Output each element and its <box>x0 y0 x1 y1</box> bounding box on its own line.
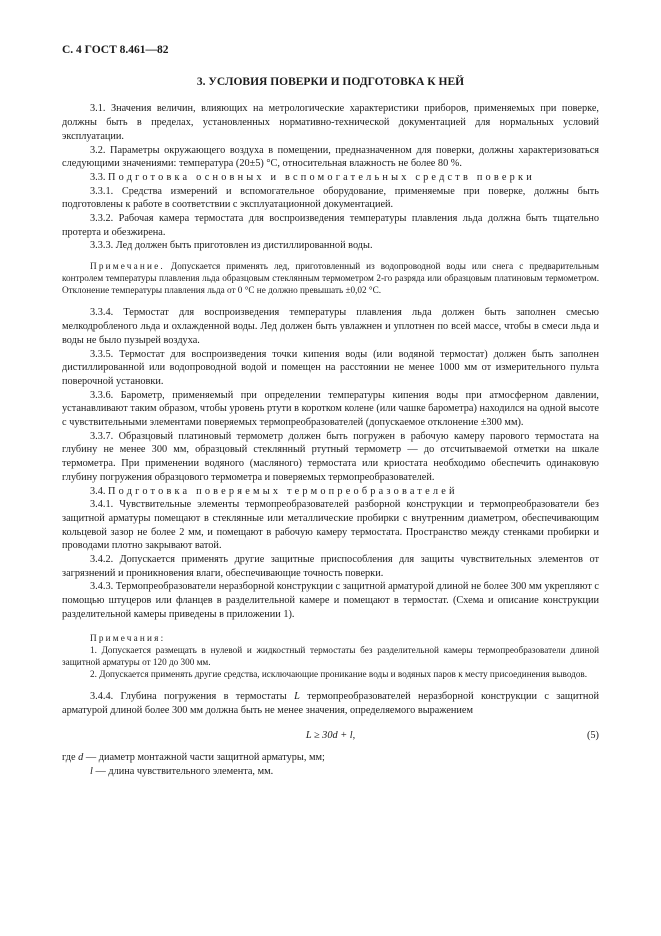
note-item-1: 1. Допускается размещать в нулевой и жидкостный термостаты без разделительной камеры термопреобразователи длиной защитной арматуры от 120 до 300 мм. <box>62 644 599 667</box>
note-1 <box>62 260 599 296</box>
paragraph-3-4-3: 3.4.3. Термопреобразователи неразборной конструкции с защитной арматурой длиной не более 300 мм укрепляют с помощью штуцеров или фланцев в разделительной камере и помещают в термостат. (Схема и описание конструкции разделительной камеры приведены в приложении 1). <box>62 581 599 620</box>
notes-label: Примечания: <box>90 632 166 643</box>
note-1-label: Примечание. <box>90 261 165 272</box>
paragraph-3-3-number: 3.3. <box>90 171 106 183</box>
paragraph-3-3-2: 3.3.2. Рабочая камера термостата для воспроизведения температуры плавления льда должна быть тщательно протерта и обезжирена. <box>62 213 599 238</box>
section-title: 3. УСЛОВИЯ ПОВЕРКИ И ПОДГОТОВКА К НЕЙ <box>196 75 465 88</box>
where-d: где d — диаметр монтажной части защитной арматуры, мм; <box>62 752 325 764</box>
paragraph-3-2: 3.2. Параметры окружающего воздуха в помещении, предназначенном для поверки, должны характеризоваться следующими значениями: температура (20±5) °С, относительная влажность не более 80 %. <box>62 144 599 170</box>
paragraph-3-3-3: 3.3.3. Лед должен быть приготовлен из дистиллированной воды. <box>90 240 373 252</box>
paragraph-3-4-4: 3.4.4. Глубина погружения в термостаты L термопреобразователей неразборной конструкции с защитной арматурой длиной более 300 мм должна быть не менее значения, определяемого выражением <box>62 690 600 716</box>
paragraph-3-1: 3.1. Значения величин, влияющих на метрологические характеристики приборов, применяемых при поверке, должны быть в пределах, установленных нормативно-технической документацией для нормальных условий эксплуатации. <box>62 103 599 142</box>
paragraph-3-3-1: 3.3.1. Средства измерений и вспомогательное оборудование, применяемые при поверке, должны быть подготовлены к работе в соответствии с эксплуатационной документацией. <box>62 185 599 211</box>
paragraph-3-3-title: Подготовка основных и вспомогательных средств поверки <box>108 171 535 183</box>
paragraph-3-3-5: 3.3.5. Термостат для воспроизведения точки кипения воды (или водяной термостат) должен быть заполнен дистиллированной или водопроводной водой и помещен на расстоянии не менее 1000 мм от измерительного пульта поверочной установки. <box>62 348 599 387</box>
paragraph-3-3-heading <box>62 171 599 185</box>
paragraph-3-3-4: 3.3.4. Термостат для воспроизведения температуры плавления льда должен быть заполнен смесью мелкодробленого льда и охлажденной воды. Лед должен быть увлажнен и уплотнен по всей массе, чтобы в смеси льда и воды не было пузырей воздуха. <box>62 307 599 346</box>
paragraph-3-4-title: Подготовка поверяемых термопреобразователей <box>108 485 458 497</box>
paragraph-3-4-heading <box>62 485 599 499</box>
formula <box>62 725 599 747</box>
page-header: С. 4 ГОСТ 8.461—82 <box>62 44 169 56</box>
paragraph-3-4-1: 3.4.1. Чувствительные элементы термопреобразователей разборной конструкции и термопреобразователи без защитной арматуры помещают в стеклянные или металлические пробирки с внутренним диаметром, обеспечивающим кольцевой зазор не более 2 мм, и помещают в рабочую камеру термостата. Пространство между стенками пробирки и проводами плотно закрывают ватой. <box>62 499 599 552</box>
formula-number: (5) <box>586 730 599 742</box>
paragraph-3-3-6: 3.3.6. Барометр, применяемый при определении температуры кипения воды при атмосферном давлении, устанавливают таким образом, чтобы уровень ртути в коротком колене (или чашке барометра) находился на одной высоте с чувствительными элементами поверяемых термопреобразователей (допускаемое отклонение ±300 мм). <box>62 389 599 429</box>
where-l: l — длина чувствительного элемента, мм. <box>90 766 274 778</box>
paragraph-3-4-2: 3.4.2. Допускается применять другие защитные приспособления для защиты чувствительных элементов от загрязнений и проникновения влаги, обеспечивающие точность поверки. <box>62 554 599 579</box>
paragraph-3-3-7: 3.3.7. Образцовый платиновый термометр должен быть погружен в рабочую камеру парового термостата на глубину не менее 300 мм, образцовый стеклянный ртутный термометр — до отсчитываемой отметки на шкале термометра. При применении водяного (масляного) термостата или криостата необходимо обеспечить одинаковую глубину погружения образцового термометра и поверяемых термопреобразователей. <box>62 430 599 483</box>
note-1-text: Допускается применять лед, приготовленный из водопроводной воды или снега с предварительным контролем температуры плавления льда образцовым стеклянным термометром 2-го разряда или образцовым платиновым термометром. Отклонение температуры плавления льда от 0 °С не должно превышать ±0,02 °С. <box>62 261 599 296</box>
formula-expression: L ≥ 30d + l, <box>305 730 356 742</box>
paragraph-3-4-number: 3.4. <box>90 485 106 497</box>
symbol-L: L <box>294 690 300 702</box>
note-item-2: 2. Допускается применять другие средства, исключающие проникание воды и водяных паров к месту присоединения выводов. <box>90 668 588 679</box>
